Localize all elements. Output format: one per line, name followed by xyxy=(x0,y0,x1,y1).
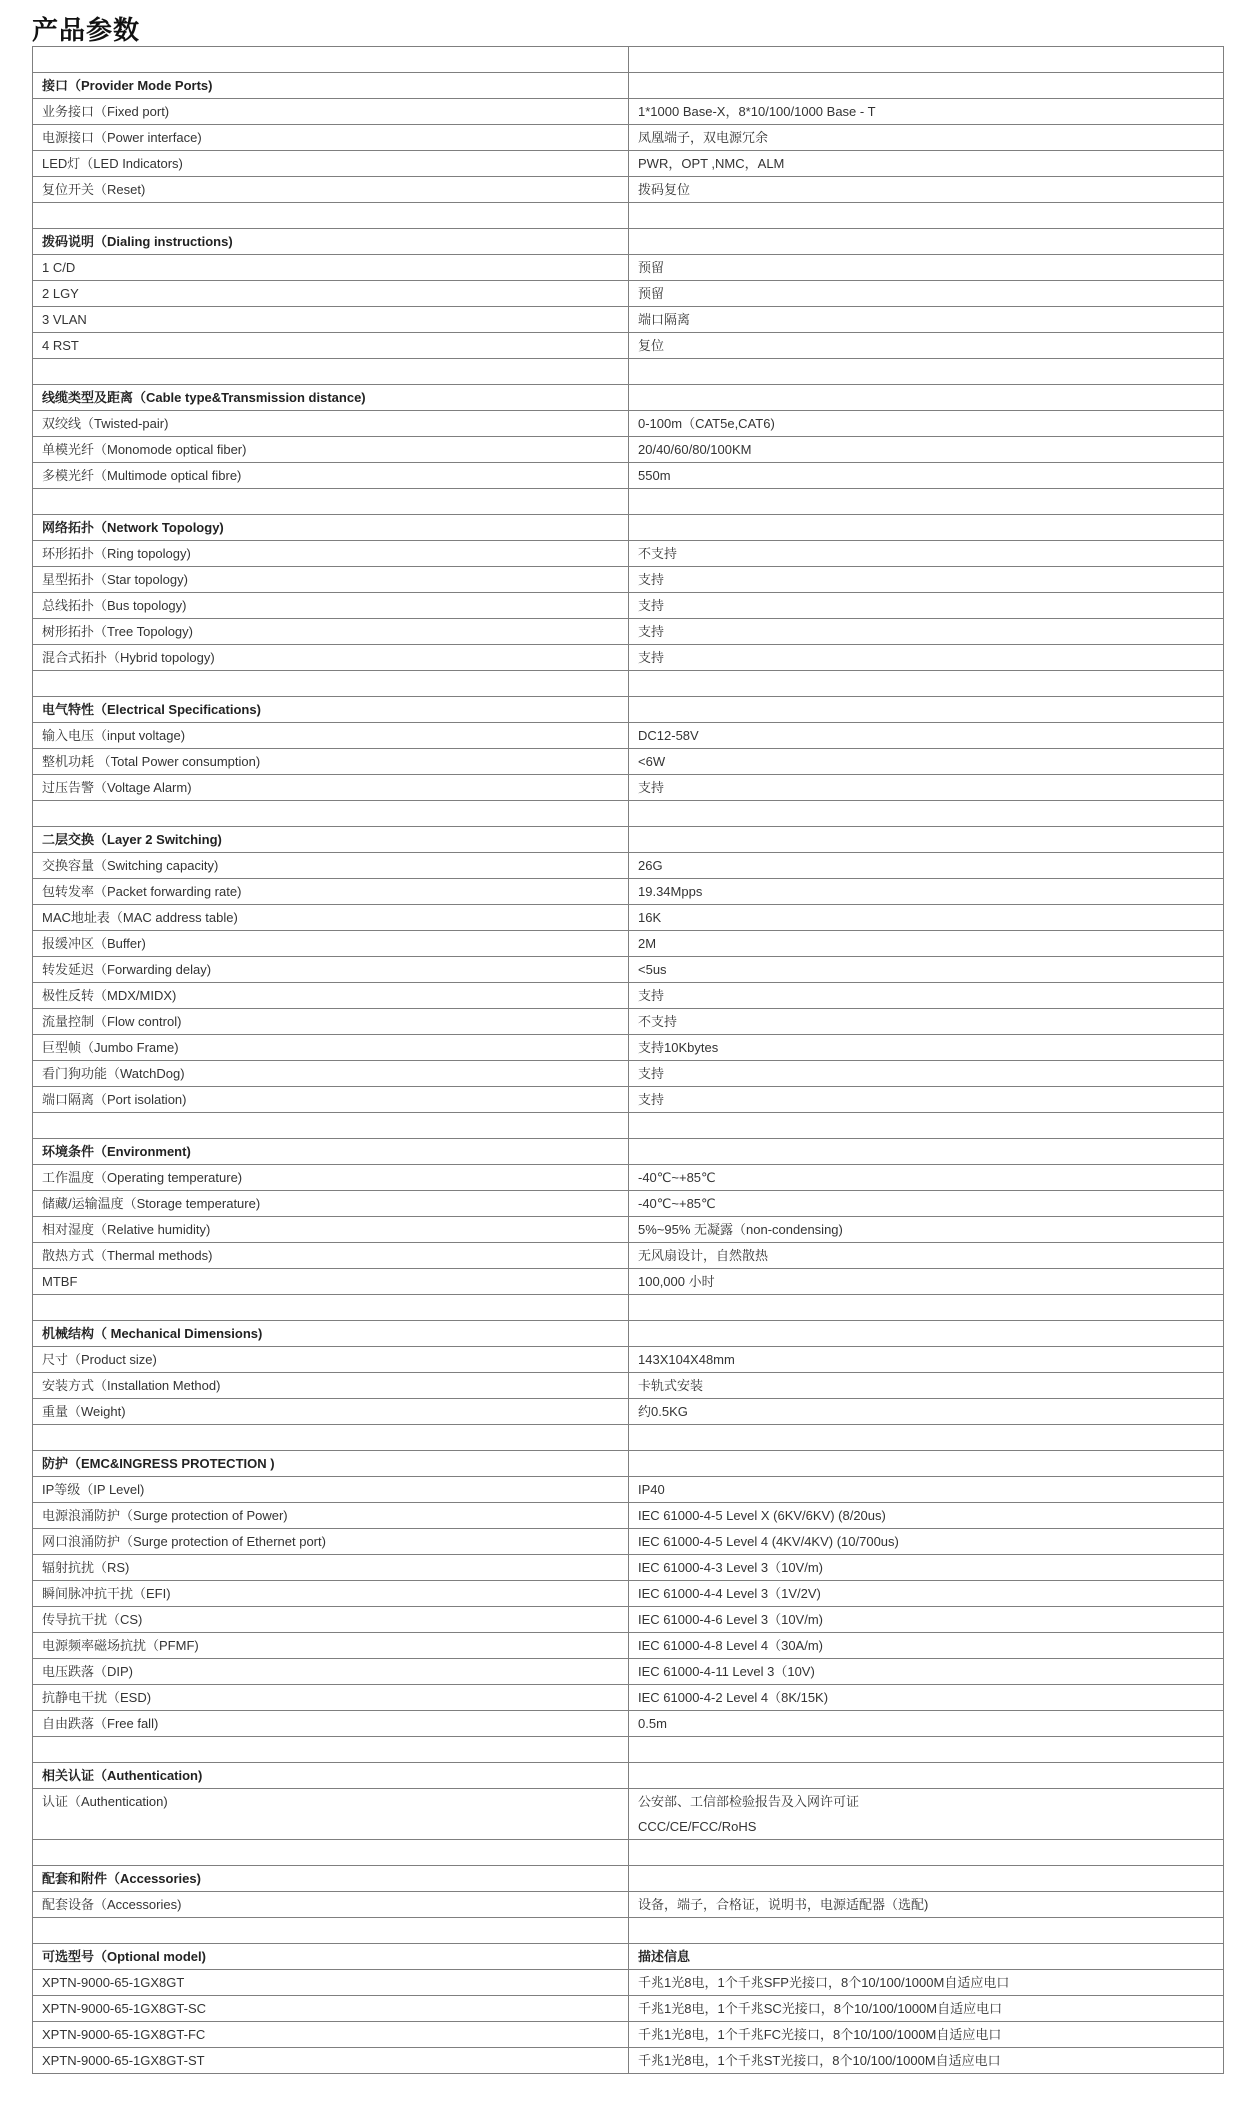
param-value: IEC 61000-4-5 Level X (6KV/6KV) (8/20us) xyxy=(629,1503,1224,1529)
model-name: XPTN-9000-65-1GX8GT-SC xyxy=(33,1996,629,2022)
table-row xyxy=(33,1970,1224,1996)
table-row xyxy=(33,853,1224,879)
param-name: 散热方式（Thermal methods) xyxy=(33,1243,629,1269)
param-name: 多模光纤（Multimode optical fibre) xyxy=(33,463,629,489)
section-header-authentication xyxy=(33,1763,1224,1789)
param-value: 5%~95% 无凝露（non-condensing) xyxy=(629,1217,1224,1243)
param-value: 支持 xyxy=(629,775,1224,801)
section-title: 线缆类型及距离（Cable type&Transmission distance) xyxy=(33,385,629,411)
param-value: DC12-58V xyxy=(629,723,1224,749)
page-title: 产品参数 xyxy=(32,16,141,46)
table-row xyxy=(33,1061,1224,1087)
table-row xyxy=(33,541,1224,567)
spacer-row xyxy=(33,1918,1224,1944)
table-row xyxy=(33,99,1224,125)
param-value: 支持 xyxy=(629,983,1224,1009)
spec-table xyxy=(32,46,1224,2074)
table-row xyxy=(33,1996,1224,2022)
param-value xyxy=(629,1789,1224,1840)
param-name: 抗静电干扰（ESD) xyxy=(33,1685,629,1711)
param-value: 1*1000 Base-X，8*10/100/1000 Base - T xyxy=(629,99,1224,125)
spacer-row xyxy=(33,801,1224,827)
param-name: 输入电压（input voltage) xyxy=(33,723,629,749)
param-value: IEC 61000-4-11 Level 3（10V) xyxy=(629,1659,1224,1685)
param-name: 4 RST xyxy=(33,333,629,359)
param-name: IP等级（IP Level) xyxy=(33,1477,629,1503)
table-row xyxy=(33,567,1224,593)
param-name: 业务接口（Fixed port) xyxy=(33,99,629,125)
param-value: 支持10Kbytes xyxy=(629,1035,1224,1061)
param-name: 瞬间脉冲抗干扰（EFI) xyxy=(33,1581,629,1607)
param-value: PWR，OPT ,NMC，ALM xyxy=(629,151,1224,177)
param-value: 支持 xyxy=(629,619,1224,645)
section-header-ports xyxy=(33,73,1224,99)
table-row xyxy=(33,151,1224,177)
model-desc: 千兆1光8电，1个千兆FC光接口，8个10/100/1000M自适应电口 xyxy=(629,2022,1224,2048)
param-name: 极性反转（MDX/MIDX) xyxy=(33,983,629,1009)
param-value: 20/40/60/80/100KM xyxy=(629,437,1224,463)
param-name: 重量（Weight) xyxy=(33,1399,629,1425)
section-title: 二层交换（Layer 2 Switching) xyxy=(33,827,629,853)
table-row xyxy=(33,1529,1224,1555)
table-row xyxy=(33,1659,1224,1685)
table-row xyxy=(33,1087,1224,1113)
table-row xyxy=(33,983,1224,1009)
param-value: 无风扇设计，自然散热 xyxy=(629,1243,1224,1269)
table-row xyxy=(33,879,1224,905)
param-name xyxy=(33,1789,629,1840)
table-row xyxy=(33,775,1224,801)
param-name: 树形拓扑（Tree Topology) xyxy=(33,619,629,645)
table-row xyxy=(33,281,1224,307)
spacer-row xyxy=(33,359,1224,385)
param-name: 辐射抗扰（RS) xyxy=(33,1555,629,1581)
section-header-models xyxy=(33,1944,1224,1970)
param-value: 约0.5KG xyxy=(629,1399,1224,1425)
table-row xyxy=(33,411,1224,437)
table-row xyxy=(33,593,1224,619)
param-name: 尺寸（Product size) xyxy=(33,1347,629,1373)
param-name: MAC地址表（MAC address table) xyxy=(33,905,629,931)
spacer-row xyxy=(33,489,1224,515)
param-name: 交换容量（Switching capacity) xyxy=(33,853,629,879)
param-name: 看门狗功能（WatchDog) xyxy=(33,1061,629,1087)
table-row xyxy=(33,1633,1224,1659)
param-name: 2 LGY xyxy=(33,281,629,307)
param-value: 卡轨式安装 xyxy=(629,1373,1224,1399)
param-value: 143X104X48mm xyxy=(629,1347,1224,1373)
param-name: MTBF xyxy=(33,1269,629,1295)
param-name: 报缓冲区（Buffer) xyxy=(33,931,629,957)
param-value: IEC 61000-4-6 Level 3（10V/m) xyxy=(629,1607,1224,1633)
section-title: 电气特性（Electrical Specifications) xyxy=(33,697,629,723)
table-row xyxy=(33,931,1224,957)
model-name: XPTN-9000-65-1GX8GT-FC xyxy=(33,2022,629,2048)
param-name: 过压告警（Voltage Alarm) xyxy=(33,775,629,801)
param-name: 安装方式（Installation Method) xyxy=(33,1373,629,1399)
section-title: 配套和附件（Accessories) xyxy=(33,1866,629,1892)
section-header-dialing xyxy=(33,229,1224,255)
table-row xyxy=(33,125,1224,151)
table-row xyxy=(33,1347,1224,1373)
param-name: 电源频率磁场抗扰（PFMF) xyxy=(33,1633,629,1659)
param-value: IEC 61000-4-3 Level 3（10V/m) xyxy=(629,1555,1224,1581)
param-value: 550m xyxy=(629,463,1224,489)
table-row xyxy=(33,1581,1224,1607)
section-title: 接口（Provider Mode Ports) xyxy=(33,73,629,99)
table-row xyxy=(33,1165,1224,1191)
param-value: IEC 61000-4-4 Level 3（1V/2V) xyxy=(629,1581,1224,1607)
param-name: 流量控制（Flow control) xyxy=(33,1009,629,1035)
table-row xyxy=(33,723,1224,749)
param-value: 不支持 xyxy=(629,1009,1224,1035)
table-row xyxy=(33,1607,1224,1633)
table-row xyxy=(33,437,1224,463)
spacer-row xyxy=(33,1295,1224,1321)
param-value: 26G xyxy=(629,853,1224,879)
section-title: 环境条件（Environment) xyxy=(33,1139,629,1165)
param-name: 单模光纤（Monomode optical fiber) xyxy=(33,437,629,463)
spacer-row xyxy=(33,1113,1224,1139)
param-name: 网口浪涌防护（Surge protection of Ethernet port) xyxy=(33,1529,629,1555)
param-name: 环形拓扑（Ring topology) xyxy=(33,541,629,567)
table-row xyxy=(33,957,1224,983)
table-row xyxy=(33,1243,1224,1269)
param-name: 巨型帧（Jumbo Frame) xyxy=(33,1035,629,1061)
param-name: 3 VLAN xyxy=(33,307,629,333)
param-value: -40℃~+85℃ xyxy=(629,1191,1224,1217)
spacer-row xyxy=(33,1737,1224,1763)
param-name: 传导抗干扰（CS) xyxy=(33,1607,629,1633)
model-name: XPTN-9000-65-1GX8GT xyxy=(33,1970,629,1996)
table-row xyxy=(33,1399,1224,1425)
table-row xyxy=(33,1503,1224,1529)
table-row xyxy=(33,1789,1224,1840)
section-header-cable xyxy=(33,385,1224,411)
param-name: 1 C/D xyxy=(33,255,629,281)
param-name: 包转发率（Packet forwarding rate) xyxy=(33,879,629,905)
param-name: 电压跌落（DIP) xyxy=(33,1659,629,1685)
param-name: 电源浪涌防护（Surge protection of Power) xyxy=(33,1503,629,1529)
section-title: 防护（EMC&INGRESS PROTECTION ) xyxy=(33,1451,629,1477)
param-name: 双绞线（Twisted-pair) xyxy=(33,411,629,437)
section-title-right: 描述信息 xyxy=(629,1944,1224,1970)
spacer-row xyxy=(33,1425,1224,1451)
table-row xyxy=(33,255,1224,281)
table-row xyxy=(33,905,1224,931)
table-row xyxy=(33,1711,1224,1737)
spacer-row xyxy=(33,203,1224,229)
table-row xyxy=(33,1892,1224,1918)
param-value: 凤凰端子，双电源冗余 xyxy=(629,125,1224,151)
param-value: 16K xyxy=(629,905,1224,931)
param-name: 电源接口（Power interface) xyxy=(33,125,629,151)
table-row xyxy=(33,333,1224,359)
section-title: 拨码说明（Dialing instructions) xyxy=(33,229,629,255)
param-value: IEC 61000-4-8 Level 4（30A/m) xyxy=(629,1633,1224,1659)
table-row xyxy=(33,1191,1224,1217)
param-value: 支持 xyxy=(629,567,1224,593)
param-value: 0-100m（CAT5e,CAT6) xyxy=(629,411,1224,437)
param-value: 2M xyxy=(629,931,1224,957)
table-row xyxy=(33,749,1224,775)
param-name: 工作温度（Operating temperature) xyxy=(33,1165,629,1191)
param-value: IP40 xyxy=(629,1477,1224,1503)
param-value: 100,000 小时 xyxy=(629,1269,1224,1295)
param-value: 19.34Mpps xyxy=(629,879,1224,905)
param-value: IEC 61000-4-5 Level 4 (4KV/4KV) (10/700us) xyxy=(629,1529,1224,1555)
param-name: 总线拓扑（Bus topology) xyxy=(33,593,629,619)
section-title: 机械结构（ Mechanical Dimensions) xyxy=(33,1321,629,1347)
param-name: 相对湿度（Relative humidity) xyxy=(33,1217,629,1243)
param-name: LED灯（LED Indicators) xyxy=(33,151,629,177)
table-row xyxy=(33,177,1224,203)
param-value: 预留 xyxy=(629,281,1224,307)
table-row xyxy=(33,1035,1224,1061)
section-header-electrical xyxy=(33,697,1224,723)
table-row xyxy=(33,307,1224,333)
param-value: 支持 xyxy=(629,1061,1224,1087)
section-header-environment xyxy=(33,1139,1224,1165)
section-title: 可选型号（Optional model) xyxy=(33,1944,629,1970)
param-value: 设备，端子，合格证，说明书，电源适配器（选配) xyxy=(629,1892,1224,1918)
table-row xyxy=(33,1685,1224,1711)
param-value: 复位 xyxy=(629,333,1224,359)
table-row xyxy=(33,2022,1224,2048)
spacer-row xyxy=(33,47,1224,73)
section-title: 网络拓扑（Network Topology) xyxy=(33,515,629,541)
table-row xyxy=(33,1373,1224,1399)
model-desc: 千兆1光8电，1个千兆ST光接口，8个10/100/1000M自适应电口 xyxy=(629,2048,1224,2074)
spacer-row xyxy=(33,1840,1224,1866)
auth-line: 公安部、工信部检验报告及入网许可证 xyxy=(638,1794,860,1809)
param-value: 拨码复位 xyxy=(629,177,1224,203)
param-value: 支持 xyxy=(629,1087,1224,1113)
model-name: XPTN-9000-65-1GX8GT-ST xyxy=(33,2048,629,2074)
param-value: 不支持 xyxy=(629,541,1224,567)
table-row xyxy=(33,1009,1224,1035)
spacer-row xyxy=(33,671,1224,697)
param-value: <5us xyxy=(629,957,1224,983)
section-title: 相关认证（Authentication) xyxy=(33,1763,629,1789)
section-header-topology xyxy=(33,515,1224,541)
param-name: 星型拓扑（Star topology) xyxy=(33,567,629,593)
param-name: 混合式拓扑（Hybrid topology) xyxy=(33,645,629,671)
param-value: 支持 xyxy=(629,645,1224,671)
auth-label: 认证（Authentication) xyxy=(42,1794,168,1809)
section-header-protection xyxy=(33,1451,1224,1477)
model-desc: 千兆1光8电，1个千兆SFP光接口，8个10/100/1000M自适应电口 xyxy=(629,1970,1224,1996)
table-row xyxy=(33,1555,1224,1581)
table-row xyxy=(33,463,1224,489)
param-value: IEC 61000-4-2 Level 4（8K/15K) xyxy=(629,1685,1224,1711)
table-row xyxy=(33,2048,1224,2074)
section-header-layer2 xyxy=(33,827,1224,853)
param-value: <6W xyxy=(629,749,1224,775)
param-value: 支持 xyxy=(629,593,1224,619)
param-value: -40℃~+85℃ xyxy=(629,1165,1224,1191)
table-row xyxy=(33,1217,1224,1243)
table-row xyxy=(33,1477,1224,1503)
param-name: 端口隔离（Port isolation) xyxy=(33,1087,629,1113)
section-header-mechanical xyxy=(33,1321,1224,1347)
param-name: 自由跌落（Free fall) xyxy=(33,1711,629,1737)
model-desc: 千兆1光8电，1个千兆SC光接口，8个10/100/1000M自适应电口 xyxy=(629,1996,1224,2022)
param-name: 转发延迟（Forwarding delay) xyxy=(33,957,629,983)
param-name: 复位开关（Reset) xyxy=(33,177,629,203)
table-row xyxy=(33,1269,1224,1295)
param-name: 配套设备（Accessories) xyxy=(33,1892,629,1918)
param-value: 端口隔离 xyxy=(629,307,1224,333)
auth-line: CCC/CE/FCC/RoHS xyxy=(638,1819,757,1834)
table-row xyxy=(33,645,1224,671)
param-value: 0.5m xyxy=(629,1711,1224,1737)
table-row xyxy=(33,619,1224,645)
section-header-accessories xyxy=(33,1866,1224,1892)
param-value: 预留 xyxy=(629,255,1224,281)
param-name: 整机功耗 （Total Power consumption) xyxy=(33,749,629,775)
param-name: 储藏/运输温度（Storage temperature) xyxy=(33,1191,629,1217)
